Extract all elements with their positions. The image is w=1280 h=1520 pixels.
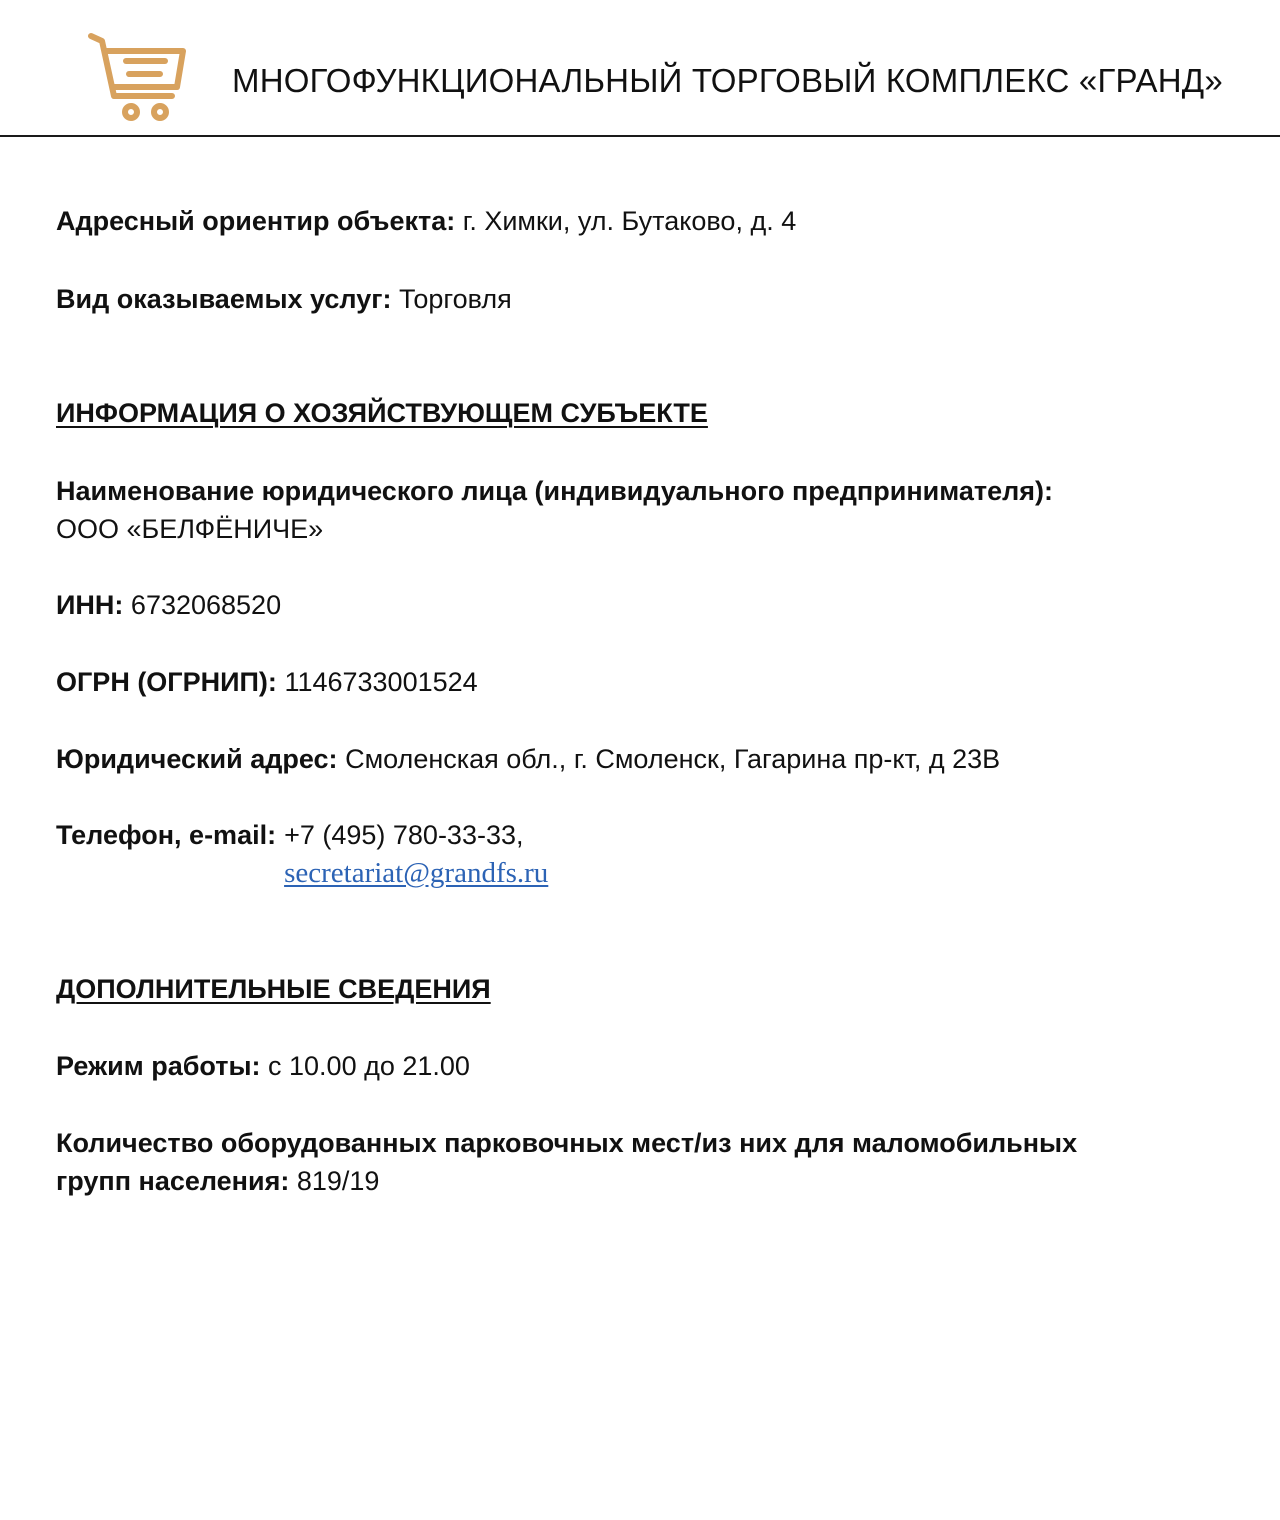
shopping-cart-icon bbox=[86, 30, 192, 126]
address-field bbox=[56, 202, 1236, 240]
parking-label: Количество оборудованных парковочных мест/из них для маломобильных групп населения: bbox=[56, 1128, 1078, 1196]
inn-field bbox=[56, 586, 1236, 624]
services-value: Торговля bbox=[398, 284, 512, 314]
phone-value: +7 (495) 780-33-33, bbox=[284, 820, 524, 850]
hours-label: Режим работы: bbox=[56, 1051, 261, 1081]
entity-name-field bbox=[56, 472, 1236, 548]
hours-value: с 10.00 до 21.00 bbox=[268, 1051, 470, 1081]
hours-field bbox=[56, 1047, 1236, 1085]
entity-section-title: ИНФОРМАЦИЯ О ХОЗЯЙСТВУЮЩЕМ СУБЪЕКТЕ bbox=[56, 398, 708, 428]
contacts-field bbox=[56, 816, 1236, 892]
ogrn-label: ОГРН (ОГРНИП): bbox=[56, 667, 277, 697]
page-header bbox=[0, 0, 1280, 137]
contacts-values bbox=[284, 816, 548, 892]
entity-name-label: Наименование юридического лица (индивидуального предпринимателя): bbox=[56, 476, 1053, 506]
contacts-label: Телефон, e-mail: bbox=[56, 820, 277, 850]
address-label: Адресный ориентир объекта: bbox=[56, 206, 456, 236]
legal-address-label: Юридический адрес: bbox=[56, 744, 338, 774]
ogrn-value: 1146733001524 bbox=[284, 667, 478, 697]
inn-label: ИНН: bbox=[56, 590, 124, 620]
page-title: МНОГОФУНКЦИОНАЛЬНЫЙ ТОРГОВЫЙ КОМПЛЕКС «ГРАНД» bbox=[232, 62, 1223, 99]
parking-field bbox=[56, 1124, 1136, 1200]
additional-section-title: ДОПОЛНИТЕЛЬНЫЕ СВЕДЕНИЯ bbox=[56, 974, 491, 1004]
parking-value: 819/19 bbox=[296, 1166, 380, 1196]
services-label: Вид оказываемых услуг: bbox=[56, 284, 392, 314]
ogrn-field bbox=[56, 663, 1236, 701]
legal-address-field bbox=[56, 740, 1236, 778]
inn-value: 6732068520 bbox=[130, 590, 282, 620]
email-link[interactable]: secretariat@grandfs.ru bbox=[284, 857, 549, 889]
services-field bbox=[56, 280, 1236, 318]
address-value: г. Химки, ул. Бутаково, д. 4 bbox=[462, 206, 797, 236]
entity-name-value: ООО «БЕЛФЁНИЧЕ» bbox=[56, 514, 324, 544]
legal-address-value: Смоленская обл., г. Смоленск, Гагарина пр-кт, д 23В bbox=[345, 744, 1001, 774]
